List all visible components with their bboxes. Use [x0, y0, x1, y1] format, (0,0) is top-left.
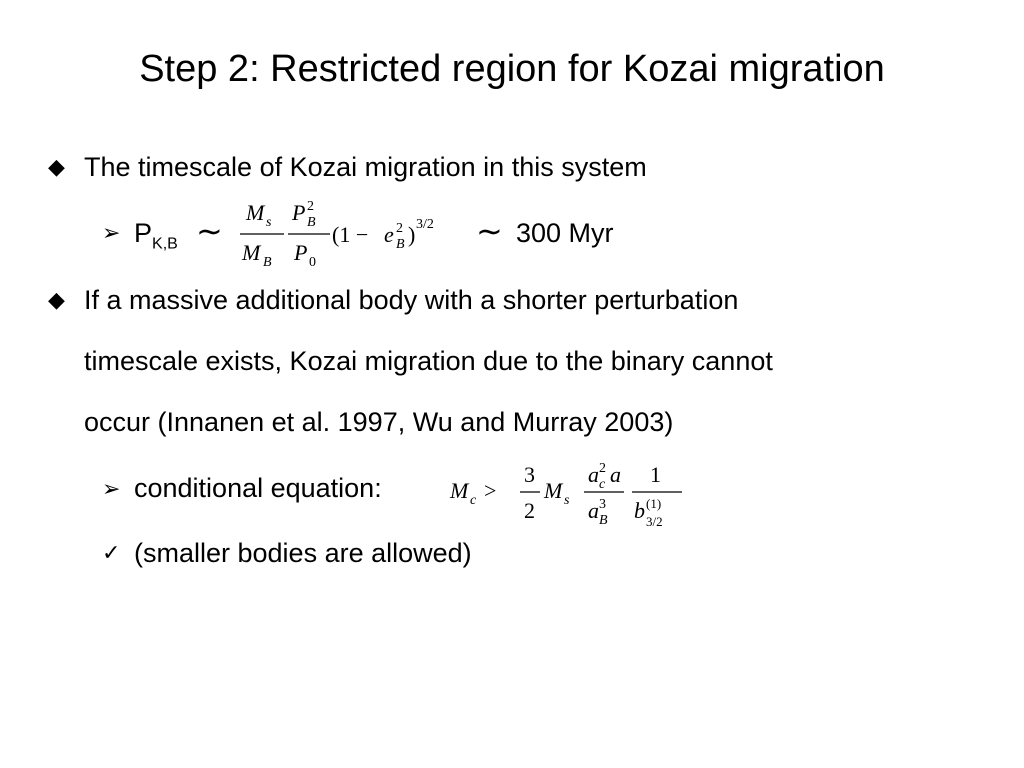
svg-text:M: M: [242, 240, 261, 265]
conditional-equation: [446, 458, 694, 536]
bullet-2-line-3: occur (Innanen et al. 1997, Wu and Murray 2003): [84, 407, 674, 437]
svg-text:(1 −: (1 −: [332, 222, 369, 247]
svg-text:a: a: [588, 462, 599, 487]
svg-text:3: 3: [599, 497, 606, 512]
arrow-bullet-icon: ➢: [102, 220, 121, 245]
svg-text:a: a: [588, 498, 599, 523]
bullet-2-line-1: If a massive additional body with a shorter perturbation: [84, 285, 739, 315]
svg-text:a: a: [610, 462, 621, 487]
svg-text:B: B: [307, 215, 316, 230]
period-symbol: P: [134, 218, 153, 248]
tilde-1: ∼: [196, 213, 223, 249]
svg-text:b: b: [634, 498, 645, 523]
svg-text:B: B: [396, 237, 405, 252]
svg-text:P: P: [294, 240, 308, 265]
arrow-bullet-icon: ➢: [102, 476, 121, 501]
svg-text:P: P: [292, 200, 306, 225]
svg-text:M: M: [450, 478, 469, 503]
svg-text:B: B: [599, 513, 608, 528]
diamond-bullet-icon: ◆: [48, 287, 65, 312]
period-value: 300 Myr: [516, 218, 614, 248]
bullet-1-text: The timescale of Kozai migration in this system: [84, 152, 647, 182]
period-label: [134, 218, 178, 253]
svg-text:(1): (1): [646, 496, 662, 511]
svg-text:2: 2: [524, 498, 535, 523]
slide-title: Step 2: Restricted region for Kozai migration: [139, 48, 885, 90]
svg-text:2: 2: [307, 199, 314, 214]
diamond-bullet-icon: ◆: [48, 154, 65, 179]
conditional-equation-label: conditional equation:: [134, 473, 382, 503]
svg-text:>: >: [484, 478, 497, 503]
check-mark-icon: ✓: [102, 540, 121, 565]
check-text: (smaller bodies are allowed): [134, 538, 472, 568]
kozai-timescale-equation: [236, 196, 472, 270]
svg-text:c: c: [470, 493, 477, 508]
svg-text:e: e: [384, 222, 394, 247]
bullet-2-line-2: timescale exists, Kozai migration due to the binary cannot: [84, 346, 773, 376]
svg-text:s: s: [266, 215, 272, 230]
svg-text:3/2: 3/2: [646, 514, 663, 529]
svg-text:1: 1: [650, 462, 661, 487]
svg-text:M: M: [544, 478, 563, 503]
tilde-2: ∼: [476, 213, 503, 249]
svg-text:3/2: 3/2: [416, 217, 434, 232]
svg-text:2: 2: [599, 461, 606, 476]
svg-text:2: 2: [396, 221, 403, 236]
svg-text:s: s: [564, 493, 570, 508]
svg-text:B: B: [263, 255, 272, 270]
svg-text:): ): [408, 222, 416, 247]
svg-text:3: 3: [524, 462, 535, 487]
period-subscript: K,B: [152, 235, 178, 253]
svg-text:0: 0: [309, 255, 316, 270]
svg-text:c: c: [599, 477, 606, 492]
svg-text:M: M: [246, 200, 265, 225]
